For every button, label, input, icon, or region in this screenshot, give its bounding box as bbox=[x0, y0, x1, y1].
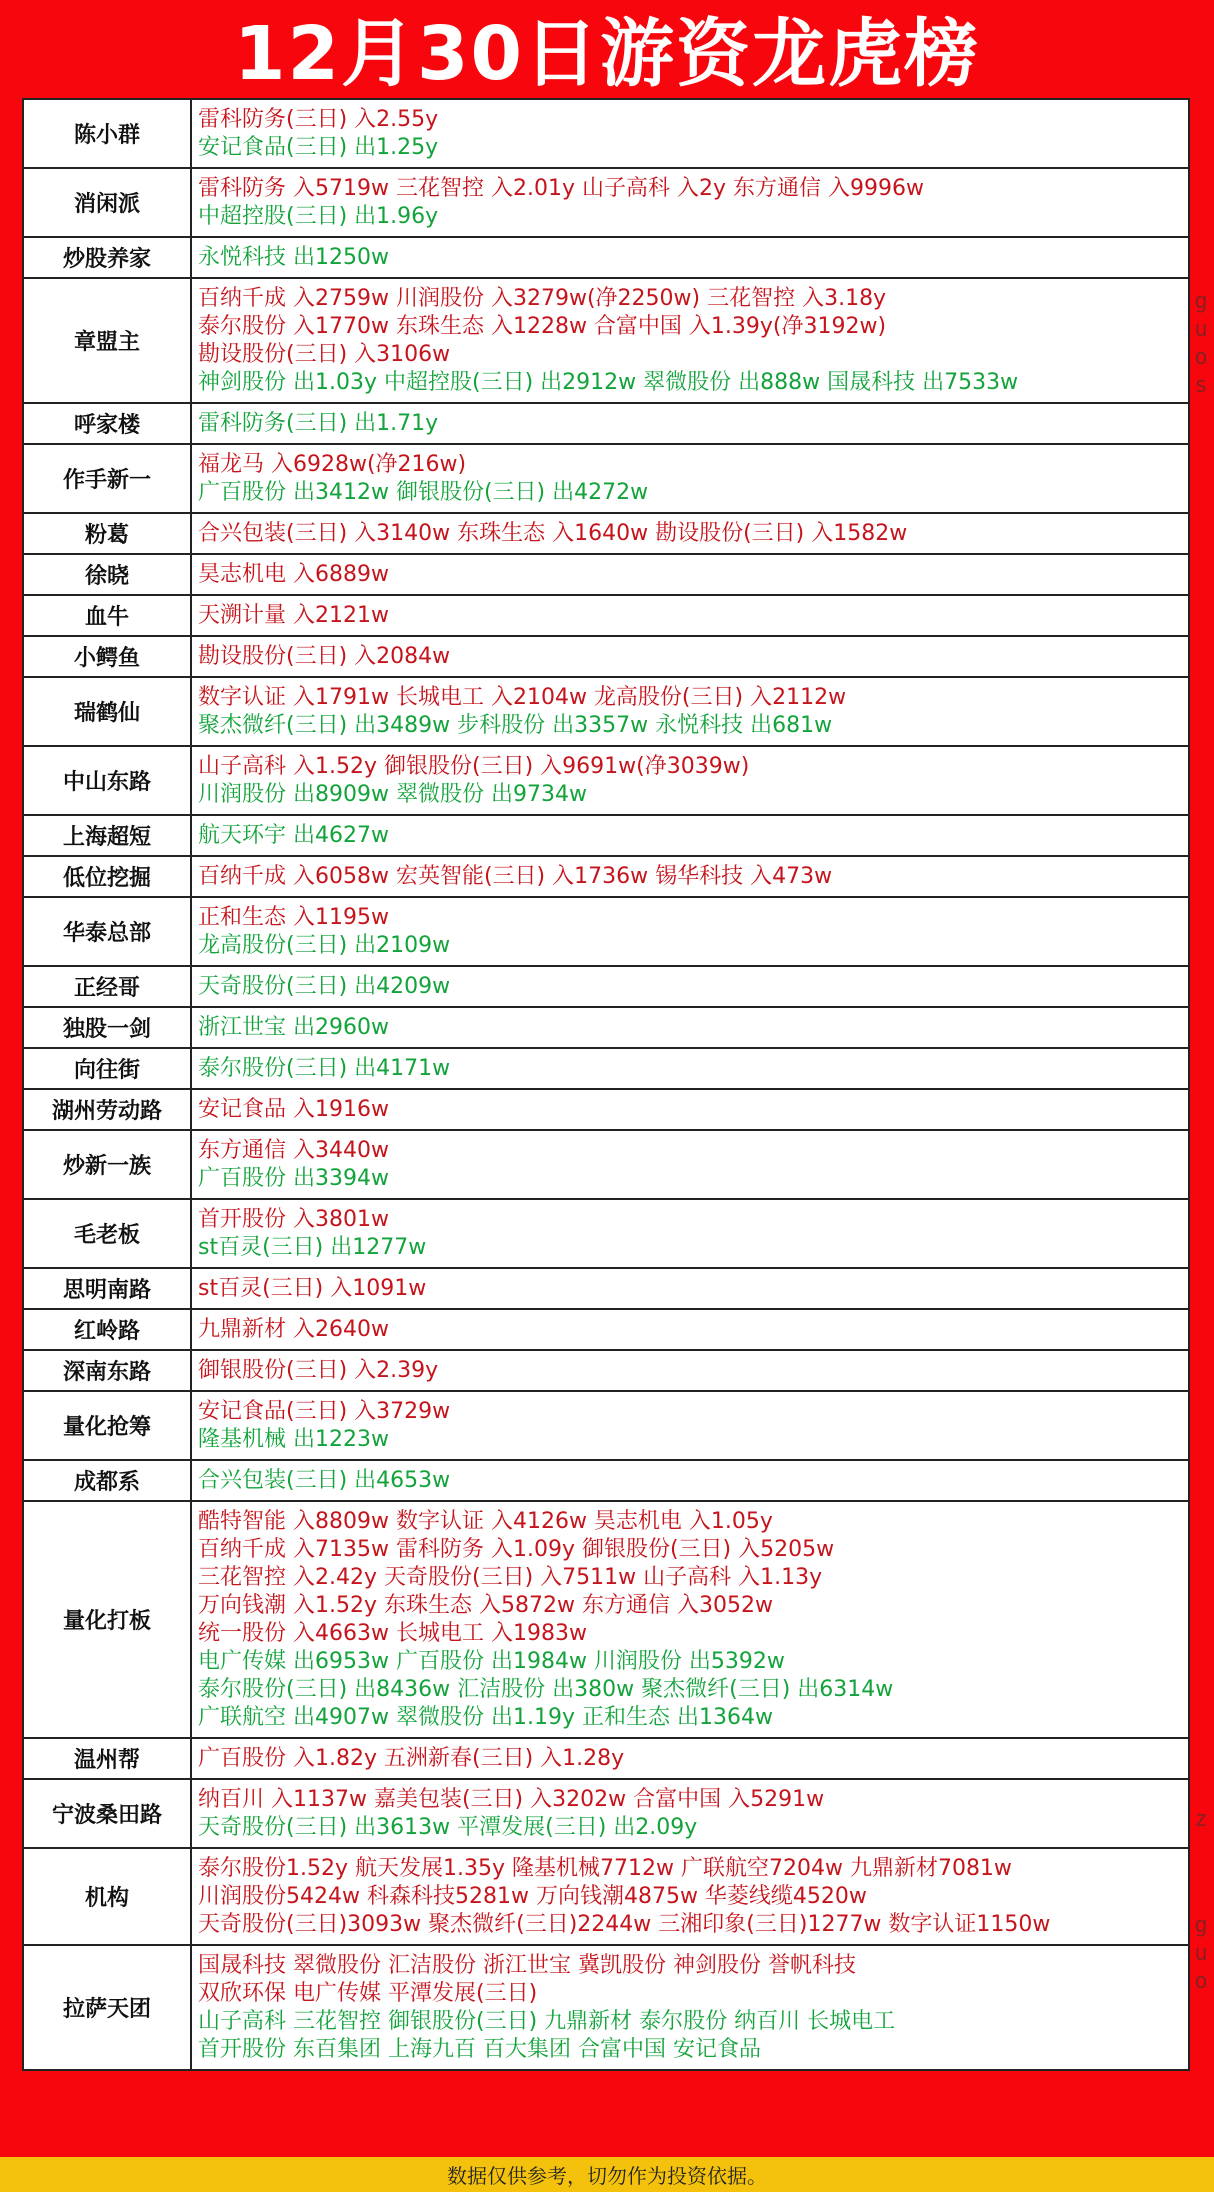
trader-name: 拉萨天团 bbox=[24, 1946, 192, 2069]
sell-line: 电广传媒 出6953w 广百股份 出1984w 川润股份 出5392w bbox=[198, 1649, 785, 1674]
trader-name: 宁波桑田路 bbox=[24, 1780, 192, 1847]
sell-line: 合兴包装(三日) 出4653w bbox=[198, 1468, 451, 1493]
trade-list bbox=[192, 967, 1188, 1006]
trade-list bbox=[192, 514, 1188, 553]
table-row bbox=[22, 1461, 1190, 1502]
trader-name: 呼家楼 bbox=[24, 404, 192, 443]
trade-list bbox=[192, 1739, 1188, 1778]
sell-line: 龙高股份(三日) 出2109w bbox=[198, 933, 451, 958]
trader-name: 小鳄鱼 bbox=[24, 637, 192, 676]
sell-line: 广百股份 出3394w bbox=[198, 1166, 389, 1191]
buy-line: 天奇股份(三日)3093w 聚杰微纤(三日)2244w 三湘印象(三日)1277w 数字认证1150w bbox=[198, 1912, 1051, 1937]
table-row bbox=[22, 238, 1190, 279]
sell-line: 安记食品(三日) 出1.25y bbox=[198, 135, 439, 160]
buy-line: 统一股份 入4663w 长城电工 入1983w bbox=[198, 1621, 587, 1646]
table-row bbox=[22, 898, 1190, 967]
table-row bbox=[22, 1849, 1190, 1946]
trade-list bbox=[192, 404, 1188, 443]
trade-list bbox=[192, 1502, 1188, 1737]
trader-name: 成都系 bbox=[24, 1461, 192, 1500]
trade-list bbox=[192, 898, 1188, 965]
table-row bbox=[22, 100, 1190, 169]
trader-name: 粉葛 bbox=[24, 514, 192, 553]
trade-list bbox=[192, 169, 1188, 236]
trade-list bbox=[192, 1090, 1188, 1129]
sell-line: 广百股份 出3412w 御银股份(三日) 出4272w bbox=[198, 480, 649, 505]
buy-line: 九鼎新材 入2640w bbox=[198, 1317, 389, 1342]
table-row bbox=[22, 514, 1190, 555]
trade-list bbox=[192, 1200, 1188, 1267]
table-row bbox=[22, 1090, 1190, 1131]
trade-list bbox=[192, 1310, 1188, 1349]
buy-line: 三花智控 入2.42y 天奇股份(三日) 入7511w 山子高科 入1.13y bbox=[198, 1565, 823, 1590]
sell-line: 天奇股份(三日) 出3613w 平潭发展(三日) 出2.09y bbox=[198, 1815, 698, 1840]
buy-line: 双欣环保 电广传媒 平潭发展(三日) bbox=[198, 1981, 538, 2006]
trader-name: 上海超短 bbox=[24, 816, 192, 855]
trader-name: 中山东路 bbox=[24, 747, 192, 814]
sell-line: 神剑股份 出1.03y 中超控股(三日) 出2912w 翠微股份 出888w 国晟科技 出7533w bbox=[198, 370, 1019, 395]
trade-list bbox=[192, 1780, 1188, 1847]
buy-line: 勘设股份(三日) 入2084w bbox=[198, 644, 451, 669]
trade-list bbox=[192, 100, 1188, 167]
trader-name: 红岭路 bbox=[24, 1310, 192, 1349]
buy-line: 雷科防务 入5719w 三花智控 入2.01y 山子高科 入2y 东方通信 入9996w bbox=[198, 176, 924, 201]
sell-line: 首开股份 东百集团 上海九百 百大集团 合富中国 安记食品 bbox=[198, 2037, 761, 2062]
buy-line: 勘设股份(三日) 入3106w bbox=[198, 342, 451, 367]
table-row bbox=[22, 1392, 1190, 1461]
table-row bbox=[22, 555, 1190, 596]
table-row bbox=[22, 1049, 1190, 1090]
trader-name: 温州帮 bbox=[24, 1739, 192, 1778]
buy-line: 百纳千成 入2759w 川润股份 入3279w(净2250w) 三花智控 入3.18y bbox=[198, 286, 887, 311]
buy-line: 合兴包装(三日) 入3140w 东珠生态 入1640w 勘设股份(三日) 入1582w bbox=[198, 521, 908, 546]
trader-name: 独股一剑 bbox=[24, 1008, 192, 1047]
buy-line: 百纳千成 入7135w 雷科防务 入1.09y 御银股份(三日) 入5205w bbox=[198, 1537, 835, 1562]
buy-line: st百灵(三日) 入1091w bbox=[198, 1276, 427, 1301]
buy-line: 首开股份 入3801w bbox=[198, 1207, 389, 1232]
table-row bbox=[22, 1008, 1190, 1049]
sell-line: 山子高科 三花智控 御银股份(三日) 九鼎新材 泰尔股份 纳百川 长城电工 bbox=[198, 2009, 896, 2034]
watermark-letters: g u o s bbox=[1194, 289, 1208, 398]
trade-list bbox=[192, 637, 1188, 676]
buy-line: 安记食品 入1916w bbox=[198, 1097, 389, 1122]
table-row bbox=[22, 857, 1190, 898]
ranking-table bbox=[22, 98, 1190, 2071]
sell-line: 浙江世宝 出2960w bbox=[198, 1015, 389, 1040]
table-row bbox=[22, 816, 1190, 857]
trade-list bbox=[192, 1008, 1188, 1047]
trade-list bbox=[192, 1849, 1188, 1944]
trade-list bbox=[192, 1049, 1188, 1088]
watermark-mid bbox=[1192, 1806, 1210, 1834]
table-row bbox=[22, 1131, 1190, 1200]
trader-name: 陈小群 bbox=[24, 100, 192, 167]
trade-list bbox=[192, 816, 1188, 855]
trade-list bbox=[192, 445, 1188, 512]
trader-name: 思明南路 bbox=[24, 1269, 192, 1308]
table-row bbox=[22, 637, 1190, 678]
table-row bbox=[22, 404, 1190, 445]
trade-list bbox=[192, 857, 1188, 896]
sell-line: 聚杰微纤(三日) 出3489w 步科股份 出3357w 永悦科技 出681w bbox=[198, 713, 833, 738]
trader-name: 量化打板 bbox=[24, 1502, 192, 1737]
sell-line: 中超控股(三日) 出1.96y bbox=[198, 204, 439, 229]
table-row bbox=[22, 967, 1190, 1008]
trader-name: 作手新一 bbox=[24, 445, 192, 512]
buy-line: 昊志机电 入6889w bbox=[198, 562, 389, 587]
table-row bbox=[22, 747, 1190, 816]
buy-line: 山子高科 入1.52y 御银股份(三日) 入9691w(净3039w) bbox=[198, 754, 750, 779]
sell-line: 泰尔股份(三日) 出8436w 汇洁股份 出380w 聚杰微纤(三日) 出6314w bbox=[198, 1677, 894, 1702]
buy-line: 安记食品(三日) 入3729w bbox=[198, 1399, 451, 1424]
disclaimer-footer: 数据仅供参考，切勿作为投资依据。 bbox=[0, 2157, 1214, 2192]
table-row bbox=[22, 1351, 1190, 1392]
table-row bbox=[22, 1269, 1190, 1310]
watermark-letters: g u o bbox=[1194, 1913, 1208, 1994]
trader-name: 章盟主 bbox=[24, 279, 192, 402]
trade-list bbox=[192, 1392, 1188, 1459]
sell-line: 永悦科技 出1250w bbox=[198, 245, 389, 270]
trader-name: 徐晓 bbox=[24, 555, 192, 594]
buy-line: 天溯计量 入2121w bbox=[198, 603, 389, 628]
buy-line: 纳百川 入1137w 嘉美包装(三日) 入3202w 合富中国 入5291w bbox=[198, 1787, 825, 1812]
trader-name: 血牛 bbox=[24, 596, 192, 635]
trader-name: 炒股养家 bbox=[24, 238, 192, 277]
trade-list bbox=[192, 555, 1188, 594]
buy-line: 广百股份 入1.82y 五洲新春(三日) 入1.28y bbox=[198, 1746, 625, 1771]
buy-line: 泰尔股份1.52y 航天发展1.35y 隆基机械7712w 广联航空7204w 九鼎新材7081w bbox=[198, 1856, 1012, 1881]
sell-line: st百灵(三日) 出1277w bbox=[198, 1235, 427, 1260]
table-row bbox=[22, 1310, 1190, 1351]
buy-line: 国晟科技 翠微股份 汇洁股份 浙江世宝 冀凯股份 神剑股份 誉帆科技 bbox=[198, 1953, 856, 1978]
trade-list bbox=[192, 596, 1188, 635]
buy-line: 酷特智能 入8809w 数字认证 入4126w 昊志机电 入1.05y bbox=[198, 1509, 773, 1534]
trade-list bbox=[192, 678, 1188, 745]
watermark-top bbox=[1192, 288, 1210, 400]
sell-line: 广联航空 出4907w 翠微股份 出1.19y 正和生态 出1364w bbox=[198, 1705, 773, 1730]
table-row bbox=[22, 169, 1190, 238]
trader-name: 毛老板 bbox=[24, 1200, 192, 1267]
buy-line: 御银股份(三日) 入2.39y bbox=[198, 1358, 439, 1383]
trader-name: 深南东路 bbox=[24, 1351, 192, 1390]
sell-line: 泰尔股份(三日) 出4171w bbox=[198, 1056, 451, 1081]
table-row bbox=[22, 279, 1190, 404]
trade-list bbox=[192, 1946, 1188, 2069]
trader-name: 瑞鹤仙 bbox=[24, 678, 192, 745]
buy-line: 川润股份5424w 科森科技5281w 万向钱潮4875w 华菱线缆4520w bbox=[198, 1884, 867, 1909]
table-row bbox=[22, 678, 1190, 747]
buy-line: 百纳千成 入6058w 宏英智能(三日) 入1736w 锡华科技 入473w bbox=[198, 864, 833, 889]
buy-line: 数字认证 入1791w 长城电工 入2104w 龙高股份(三日) 入2112w bbox=[198, 685, 847, 710]
table-row bbox=[22, 596, 1190, 637]
sell-line: 川润股份 出8909w 翠微股份 出9734w bbox=[198, 782, 587, 807]
trader-name: 消闲派 bbox=[24, 169, 192, 236]
trade-list bbox=[192, 1131, 1188, 1198]
trader-name: 量化抢筹 bbox=[24, 1392, 192, 1459]
trader-name: 华泰总部 bbox=[24, 898, 192, 965]
buy-line: 东方通信 入3440w bbox=[198, 1138, 389, 1163]
sell-line: 航天环宇 出4627w bbox=[198, 823, 389, 848]
table-row bbox=[22, 1200, 1190, 1269]
watermark-letters: z bbox=[1194, 1807, 1208, 1832]
table-row bbox=[22, 1502, 1190, 1739]
trade-list bbox=[192, 747, 1188, 814]
trade-list bbox=[192, 238, 1188, 277]
sell-line: 隆基机械 出1223w bbox=[198, 1427, 389, 1452]
trader-name: 正经哥 bbox=[24, 967, 192, 1006]
table-row bbox=[22, 1739, 1190, 1780]
trade-list bbox=[192, 1351, 1188, 1390]
sell-line: 天奇股份(三日) 出4209w bbox=[198, 974, 451, 999]
buy-line: 正和生态 入1195w bbox=[198, 905, 389, 930]
trader-name: 低位挖掘 bbox=[24, 857, 192, 896]
trader-name: 炒新一族 bbox=[24, 1131, 192, 1198]
trade-list bbox=[192, 1269, 1188, 1308]
table-row bbox=[22, 1780, 1190, 1849]
watermark-bottom bbox=[1192, 1912, 1210, 1996]
trader-name: 湖州劳动路 bbox=[24, 1090, 192, 1129]
trader-name: 向往街 bbox=[24, 1049, 192, 1088]
trade-list bbox=[192, 1461, 1188, 1500]
buy-line: 万向钱潮 入1.52y 东珠生态 入5872w 东方通信 入3052w bbox=[198, 1593, 773, 1618]
trade-list bbox=[192, 279, 1188, 402]
page-title: 12月30日游资龙虎榜 bbox=[234, 11, 980, 97]
table-row bbox=[22, 445, 1190, 514]
trader-name: 机构 bbox=[24, 1849, 192, 1944]
table-row bbox=[22, 1946, 1190, 2071]
buy-line: 泰尔股份 入1770w 东珠生态 入1228w 合富中国 入1.39y(净3192w) bbox=[198, 314, 887, 339]
buy-line: 雷科防务(三日) 入2.55y bbox=[198, 107, 439, 132]
sell-line: 雷科防务(三日) 出1.71y bbox=[198, 411, 439, 436]
buy-line: 福龙马 入6928w(净216w) bbox=[198, 452, 467, 477]
